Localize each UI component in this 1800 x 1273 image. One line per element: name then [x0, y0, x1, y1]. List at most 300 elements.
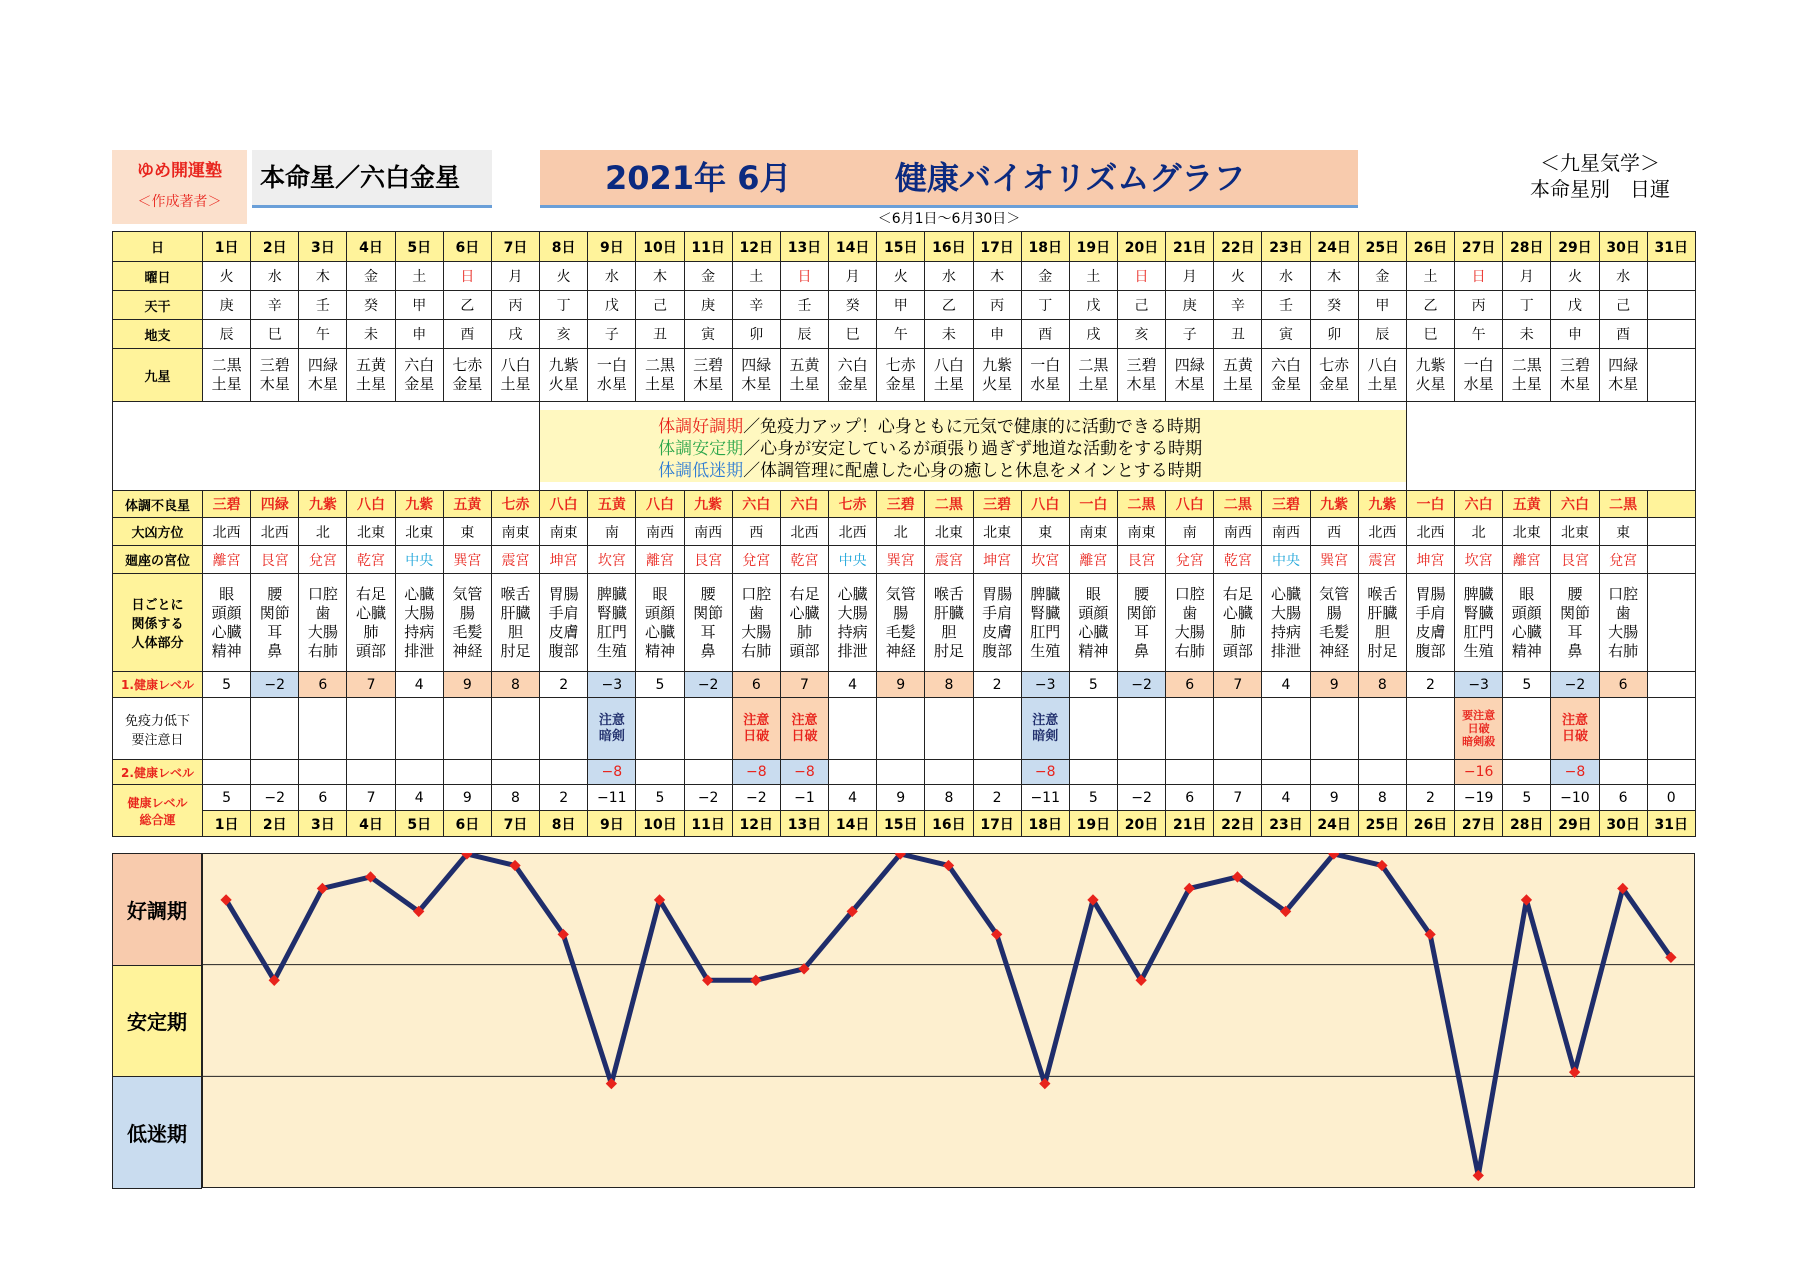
row-label-body-text: 日ごとに [131, 598, 184, 613]
day-cell: 24日 [1310, 232, 1358, 262]
kyusei-top: 七赤 [1319, 356, 1350, 374]
kyusei-cell [1455, 349, 1503, 402]
body-part: 皮膚 [982, 622, 1013, 641]
kyusei-top: 九紫 [548, 356, 579, 374]
body-part: 皮膚 [548, 622, 579, 641]
kyusei-cell [636, 349, 684, 402]
body-part-cell [829, 574, 877, 672]
body-part: 耳 [700, 622, 716, 641]
body-part: 大腸 [404, 603, 435, 622]
body-part-cell [877, 574, 925, 672]
bad-star-cell: 三碧 [1262, 491, 1310, 518]
tenkan-cell: 辛 [251, 291, 299, 320]
honmei-underline [252, 205, 492, 208]
body-part: 右足 [789, 584, 820, 603]
level1-cell: 7 [1214, 672, 1262, 698]
kyusei-bottom: 土星 [211, 375, 242, 393]
body-part: 腰 [1567, 584, 1583, 603]
body-part: 心臓 [644, 622, 675, 641]
body-part: 腸 [893, 603, 909, 622]
body-part: 精神 [211, 641, 242, 660]
weekday-cell: 金 [1021, 262, 1069, 291]
direction-cell: 東 [443, 518, 491, 546]
day-cell: 5日 [395, 232, 443, 262]
level1-cell: 8 [491, 672, 539, 698]
kyusei-bottom: 火星 [982, 375, 1013, 393]
kyusei-top: 四緑 [1608, 356, 1639, 374]
kyusei-cell [1117, 349, 1165, 402]
level2-cell [684, 760, 732, 785]
kyusei-bottom: 水星 [596, 375, 627, 393]
kyusei-cell [1551, 349, 1599, 402]
kyusei-top: 九紫 [982, 356, 1013, 374]
immune-text: 注意 日破 [1561, 712, 1588, 744]
bad-star-cell: 二黒 [925, 491, 973, 518]
row-label-level1 [113, 672, 203, 698]
palace-cell: 坤宮 [1406, 546, 1454, 574]
level2-cell [636, 760, 684, 785]
body-part: 耳 [267, 622, 283, 641]
weekday-cell: 木 [299, 262, 347, 291]
kyusei-top: 七赤 [452, 356, 483, 374]
total-cell: 7 [1214, 785, 1262, 811]
day-cell: 16日 [925, 232, 973, 262]
tenkan-cell: 乙 [1406, 291, 1454, 320]
direction-cell: 南東 [491, 518, 539, 546]
row-label-weekday-text: 曜日 [144, 270, 171, 286]
legend [540, 402, 1407, 491]
daily-label: 本命星別 日運 [1530, 177, 1670, 201]
day-cell: 25日 [1358, 232, 1406, 262]
immune-cell [203, 698, 251, 760]
bad-star-cell: 一白 [1069, 491, 1117, 518]
body-part: 鼻 [1567, 641, 1583, 660]
direction-cell: 南西 [684, 518, 732, 546]
bad-star-cell: 九紫 [299, 491, 347, 518]
row-label-total-text: 健康レベル [127, 795, 188, 810]
level1-cell: 9 [1310, 672, 1358, 698]
total-cell: 2 [973, 785, 1021, 811]
immune-cell [1358, 698, 1406, 760]
palace-cell: 震宮 [491, 546, 539, 574]
date-range: ＜6月1日～6月30日＞ [877, 211, 1021, 227]
bad-star-cell: 九紫 [684, 491, 732, 518]
level2-cell [299, 760, 347, 785]
total-cell: 6 [299, 785, 347, 811]
palace-cell: 離宮 [1069, 546, 1117, 574]
row-label-total [113, 785, 203, 837]
palace-cell: 兌宮 [732, 546, 780, 574]
row-label-body [113, 574, 203, 672]
body-part: 大腸 [1174, 622, 1205, 641]
body-part-cell [780, 574, 828, 672]
direction-cell: 北 [877, 518, 925, 546]
weekday-cell: 日 [1455, 262, 1503, 291]
immune-cell [1069, 698, 1117, 760]
kyusei-top: 一白 [596, 356, 627, 374]
tenkan-cell: 庚 [684, 291, 732, 320]
chishi-cell: 巳 [1406, 320, 1454, 349]
tenkan-cell: 甲 [395, 291, 443, 320]
bad-star-cell: 二黒 [1117, 491, 1165, 518]
kyusei-bottom: 火星 [548, 375, 579, 393]
immune-cell [540, 698, 588, 760]
palace-cell: 兌宮 [1599, 546, 1647, 574]
day-cell: 29日 [1551, 232, 1599, 262]
org-box [112, 150, 247, 224]
total-cell: 4 [1262, 785, 1310, 811]
tenkan-cell: 戊 [1551, 291, 1599, 320]
chishi-cell: 卯 [1310, 320, 1358, 349]
day-cell-bottom: 24日 [1310, 811, 1358, 837]
level2-cell: −8 [1551, 760, 1599, 785]
body-part: 肛門 [1463, 622, 1494, 641]
body-part: 排泄 [404, 641, 435, 660]
level2-cell [829, 760, 877, 785]
level1-cell: −2 [1551, 672, 1599, 698]
body-part-cell [732, 574, 780, 672]
direction-cell: 南西 [636, 518, 684, 546]
body-part: 関節 [693, 603, 724, 622]
body-part: 鼻 [267, 641, 283, 660]
kyusei-bottom: 木星 [1174, 375, 1205, 393]
body-part-cell [636, 574, 684, 672]
body-part: 頭部 [356, 641, 387, 660]
body-part-cell [1214, 574, 1262, 672]
direction-cell: 西 [1310, 518, 1358, 546]
direction-cell: 南東 [540, 518, 588, 546]
body-part: 関節 [1559, 603, 1590, 622]
org-name: ゆめ開運塾 [137, 161, 222, 181]
data-point [1039, 1078, 1050, 1089]
bad-star-cell: 八白 [636, 491, 684, 518]
total-cell: −19 [1455, 785, 1503, 811]
tenkan-cell: 庚 [203, 291, 251, 320]
palace-cell: 坤宮 [540, 546, 588, 574]
body-part: 口腔 [1608, 584, 1639, 603]
body-part: 手肩 [1415, 603, 1446, 622]
level2-cell: −8 [732, 760, 780, 785]
bad-star-cell: 六白 [1551, 491, 1599, 518]
row-label-palace-text: 廻座の宮位 [124, 554, 190, 569]
chishi-cell: 巳 [251, 320, 299, 349]
body-part: 右足 [1222, 584, 1253, 603]
total-cell: −2 [251, 785, 299, 811]
day-cell-bottom: 11日 [684, 811, 732, 837]
immune-text: 注意 日破 [791, 712, 818, 744]
kyusei-cell [540, 349, 588, 402]
day-cell: 3日 [299, 232, 347, 262]
chishi-cell [1647, 320, 1695, 349]
direction-cell: 南東 [1117, 518, 1165, 546]
tenkan-cell: 壬 [299, 291, 347, 320]
day-cell-bottom: 21日 [1166, 811, 1214, 837]
day-cell-bottom: 7日 [491, 811, 539, 837]
kyusei-bottom: 金星 [404, 375, 435, 393]
kyusei-cell [347, 349, 395, 402]
body-part: 持病 [1271, 622, 1302, 641]
day-cell: 21日 [1166, 232, 1214, 262]
row-label-body-text: 関係する [131, 617, 184, 632]
weekday-cell: 木 [973, 262, 1021, 291]
row-label-bad-star-text: 体調不良星 [124, 498, 190, 514]
body-part: 眼 [1519, 584, 1535, 603]
day-cell: 10日 [636, 232, 684, 262]
body-part-cell [251, 574, 299, 672]
palace-cell: 乾宮 [1214, 546, 1262, 574]
body-part: 関節 [1126, 603, 1157, 622]
kyusei-top: 二黒 [1511, 356, 1542, 374]
body-part: 頭顔 [211, 603, 242, 622]
body-part-cell [443, 574, 491, 672]
palace-cell: 坎宮 [1455, 546, 1503, 574]
body-part: 口腔 [307, 584, 338, 603]
body-part: 肘足 [500, 641, 531, 660]
tenkan-cell [1647, 291, 1695, 320]
day-cell-bottom: 26日 [1406, 811, 1454, 837]
body-part-cell [1358, 574, 1406, 672]
tenkan-cell: 乙 [925, 291, 973, 320]
body-part: 頭部 [789, 641, 820, 660]
weekday-cell: 火 [540, 262, 588, 291]
weekday-cell: 火 [203, 262, 251, 291]
bad-star-cell: 四緑 [251, 491, 299, 518]
kyusei-cell [1503, 349, 1551, 402]
kyusei-bottom: 土星 [356, 375, 387, 393]
day-cell: 7日 [491, 232, 539, 262]
body-part-cell [1069, 574, 1117, 672]
kyusei-top: 八白 [933, 356, 964, 374]
kyusei-bottom: 木星 [1559, 375, 1590, 393]
palace-cell: 中央 [395, 546, 443, 574]
palace-cell: 坤宮 [973, 546, 1021, 574]
kyusei-cell [299, 349, 347, 402]
chishi-cell: 申 [973, 320, 1021, 349]
body-part: 心臓 [211, 622, 242, 641]
body-part-cell [395, 574, 443, 672]
weekday-cell: 月 [829, 262, 877, 291]
total-cell: 2 [1406, 785, 1454, 811]
level1-cell: 6 [732, 672, 780, 698]
bad-star-cell: 八白 [540, 491, 588, 518]
palace-cell: 坎宮 [1021, 546, 1069, 574]
palace-cell: 坎宮 [588, 546, 636, 574]
body-part: 持病 [404, 622, 435, 641]
body-part: 肝臓 [933, 603, 964, 622]
day-cell: 22日 [1214, 232, 1262, 262]
body-part: 脾臓 [1463, 584, 1494, 603]
day-cell: 8日 [540, 232, 588, 262]
body-part: 肝臓 [1367, 603, 1398, 622]
level1-cell: 5 [1503, 672, 1551, 698]
total-cell: 8 [491, 785, 539, 811]
day-cell-bottom: 9日 [588, 811, 636, 837]
level2-cell [347, 760, 395, 785]
body-part: 胃腸 [548, 584, 579, 603]
body-part: 腎臓 [1030, 603, 1061, 622]
level1-cell: 4 [395, 672, 443, 698]
weekday-cell: 水 [1262, 262, 1310, 291]
level1-cell: 4 [829, 672, 877, 698]
row-label-direction [113, 518, 203, 546]
body-part: 肺 [796, 622, 812, 641]
kyusei-top: 五黄 [356, 356, 387, 374]
level1-cell: 6 [1599, 672, 1647, 698]
immune-cell [1310, 698, 1358, 760]
kyusei-cell [251, 349, 299, 402]
chishi-cell: 辰 [1358, 320, 1406, 349]
weekday-cell: 日 [443, 262, 491, 291]
kyusei-label: ＜九星気学＞ [1540, 151, 1660, 175]
row-label-tenkan [113, 291, 203, 320]
body-part: 腸 [1326, 603, 1342, 622]
immune-text: 要注意 日破 暗剣殺 [1462, 709, 1496, 748]
kyusei-cell [732, 349, 780, 402]
kyusei-cell [780, 349, 828, 402]
total-cell: 2 [540, 785, 588, 811]
immune-cell [829, 698, 877, 760]
chishi-cell: 未 [347, 320, 395, 349]
body-part: 胆 [941, 622, 957, 641]
direction-cell: 南 [588, 518, 636, 546]
body-part: 排泄 [1271, 641, 1302, 660]
body-part: 頭部 [1222, 641, 1253, 660]
body-part: 腸 [459, 603, 475, 622]
level1-cell [1647, 672, 1695, 698]
day-cell: 15日 [877, 232, 925, 262]
palace-cell: 中央 [1262, 546, 1310, 574]
level2-cell [1406, 760, 1454, 785]
kyusei-bottom: 木星 [693, 375, 724, 393]
body-part: 耳 [1567, 622, 1583, 641]
day-cell-bottom: 17日 [973, 811, 1021, 837]
kyusei-bottom: 金星 [1271, 375, 1302, 393]
body-part: 精神 [1511, 641, 1542, 660]
direction-cell: 北東 [395, 518, 443, 546]
legend-line-l2 [658, 438, 1406, 460]
body-part: 大腸 [1271, 603, 1302, 622]
palace-cell: 巽宮 [1310, 546, 1358, 574]
total-cell: 4 [829, 785, 877, 811]
kyusei-top: 二黒 [211, 356, 242, 374]
day-cell-bottom: 6日 [443, 811, 491, 837]
immune-cell [1406, 698, 1454, 760]
kyusei-cell [1406, 349, 1454, 402]
kyusei-top: 四緑 [741, 356, 772, 374]
row-label-day-text: 日 [150, 241, 164, 256]
body-part: 生殖 [596, 641, 627, 660]
kyusei-bottom: 土星 [1078, 375, 1109, 393]
palace-cell: 艮宮 [684, 546, 732, 574]
day-cell-bottom: 30日 [1599, 811, 1647, 837]
level2-cell [443, 760, 491, 785]
body-part: 歯 [1182, 603, 1198, 622]
body-part: 右肺 [1608, 641, 1639, 660]
kyusei-cell [1166, 349, 1214, 402]
level2-cell [1166, 760, 1214, 785]
level2-cell [395, 760, 443, 785]
level2-cell [1503, 760, 1551, 785]
kyusei-cell [973, 349, 1021, 402]
bad-star-cell: 二黒 [1599, 491, 1647, 518]
body-part: 眼 [219, 584, 235, 603]
direction-cell: 北 [299, 518, 347, 546]
weekday-cell: 日 [1117, 262, 1165, 291]
title-box [540, 150, 1358, 206]
day-cell-bottom: 19日 [1069, 811, 1117, 837]
body-part-cell [925, 574, 973, 672]
kyusei-cell [1647, 349, 1695, 402]
bad-star-cell: 六白 [732, 491, 780, 518]
kyusei-cell [203, 349, 251, 402]
bad-star-cell: 五黄 [443, 491, 491, 518]
total-cell: −11 [588, 785, 636, 811]
row-label-kyusei-text: 九星 [144, 369, 171, 385]
chishi-cell: 午 [1455, 320, 1503, 349]
chishi-cell: 亥 [1117, 320, 1165, 349]
day-cell-bottom: 27日 [1455, 811, 1503, 837]
body-part-cell [588, 574, 636, 672]
tenkan-cell: 己 [636, 291, 684, 320]
weekday-cell: 水 [1599, 262, 1647, 291]
body-part: 歯 [748, 603, 764, 622]
chishi-cell: 辰 [780, 320, 828, 349]
body-part: 眼 [1085, 584, 1101, 603]
kyusei-top: 九紫 [1415, 356, 1446, 374]
kyusei-bottom: 土星 [1222, 375, 1253, 393]
day-cell-bottom: 25日 [1358, 811, 1406, 837]
total-cell: 6 [1599, 785, 1647, 811]
level1-cell: 6 [299, 672, 347, 698]
body-part: 肺 [363, 622, 379, 641]
total-cell: 5 [203, 785, 251, 811]
kyusei-bottom: 土星 [933, 375, 964, 393]
kyusei-bottom: 木星 [1126, 375, 1157, 393]
total-cell: 9 [877, 785, 925, 811]
row-label-direction-text: 大凶方位 [131, 526, 184, 541]
body-part: 右足 [356, 584, 387, 603]
body-part: 肝臓 [500, 603, 531, 622]
body-part: 精神 [644, 641, 675, 660]
day-cell-bottom: 12日 [732, 811, 780, 837]
immune-cell [925, 698, 973, 760]
bad-star-cell: 九紫 [1310, 491, 1358, 518]
zone-good-label: 好調期 [112, 853, 202, 966]
body-part: 気管 [885, 584, 916, 603]
day-cell-bottom: 28日 [1503, 811, 1551, 837]
direction-cell: 南東 [1069, 518, 1117, 546]
tenkan-cell: 丙 [1455, 291, 1503, 320]
row-label-day [113, 232, 203, 262]
direction-cell: 北西 [1358, 518, 1406, 546]
kyusei-top: 五黄 [1222, 356, 1253, 374]
row-label-immune-text: 免疫力低下 [124, 713, 190, 729]
body-part: 心臓 [404, 584, 435, 603]
immune-cell [1166, 698, 1214, 760]
weekday-cell: 火 [1214, 262, 1262, 291]
level1-cell: 6 [1166, 672, 1214, 698]
body-part-cell [684, 574, 732, 672]
kyusei-top: 六白 [1271, 356, 1302, 374]
day-cell: 6日 [443, 232, 491, 262]
kyusei-cell [877, 349, 925, 402]
direction-cell: 北東 [1503, 518, 1551, 546]
day-cell-bottom: 3日 [299, 811, 347, 837]
day-cell-bottom: 10日 [636, 811, 684, 837]
kyusei-bottom: 土星 [644, 375, 675, 393]
direction-cell: 北西 [203, 518, 251, 546]
body-part: 神経 [1319, 641, 1350, 660]
